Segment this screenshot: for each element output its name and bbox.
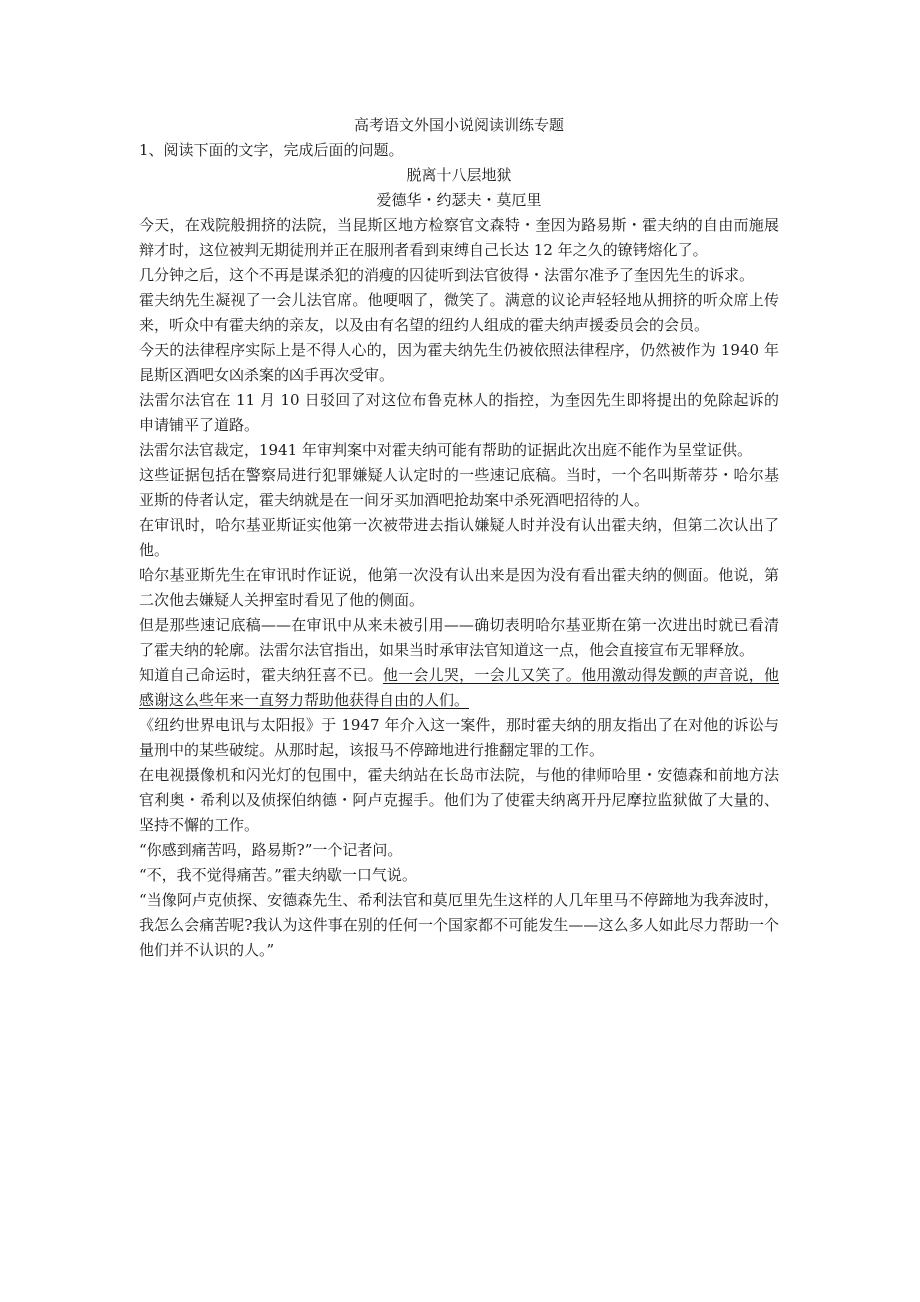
instruction-line: 1、阅读下面的文字，完成后面的问题。 [139,141,404,159]
paragraph: 几分钟之后，这个不再是谋杀犯的消瘦的囚徒听到法官彼得・法雷尔准予了奎因先生的诉求。 [139,266,755,284]
paragraph: 今天，在戏院般拥挤的法院，当昆斯区地方检察官文森特・奎因为路易斯・霍夫纳的自由而施展辩才时，这位被判无期徒刑并正在服刑者看到束缚自己长达 12 年之久的镣铐熔化了。 [139,216,779,259]
story-author: 爱德华・约瑟夫・莫厄里 [376,191,542,209]
paragraph: 法雷尔法官在 11 月 10 日驳回了对这位布鲁克林人的指控，为奎因先生即将提出的免除起诉的申请铺平了道路。 [139,391,779,434]
paragraph: 今天的法律程序实际上是不得人心的，因为霍夫纳先生仍被依照法律程序，仍然被作为 1940 年昆斯区酒吧女凶杀案的凶手再次受审。 [139,341,779,384]
paragraph: 但是那些速记底稿——在审讯中从来未被引用——确切表明哈尔基亚斯在第一次进出时就已看清了霍夫纳的轮廓。法雷尔法官指出，如果当时承审法官知道这一点，他会直接宣布无罪释放。 [139,616,779,659]
paragraph: 在审讯时，哈尔基亚斯证实他第一次被带进去指认嫌疑人时并没有认出霍夫纳，但第二次认出了他。 [139,516,779,559]
dialogue-line: “不，我不觉得痛苦。”霍夫纳歇一口气说。 [139,866,417,884]
underlined-sentence: 他一会儿哭，一会儿又笑了。他用激动得发颤的声音说，他感谢这么些年来一直努力帮助他获得自由的人们。 [139,666,779,709]
paragraph: 霍夫纳先生凝视了一会儿法官席。他哽咽了，微笑了。满意的议论声轻轻地从拥挤的听众席上传来，听众中有霍夫纳的亲友，以及由有名望的纽约人组成的霍夫纳声援委员会的会员。 [139,291,779,334]
paragraph-with-underline [139,663,779,713]
story-title: 脱离十八层地狱 [406,166,512,184]
paragraph-plain-text: 知道自己命运时，霍夫纳狂喜不已。 [139,666,383,684]
paragraph: 在电视摄像机和闪光灯的包围中，霍夫纳站在长岛市法院，与他的律师哈里・安德森和前地方法官利奥・希利以及侦探伯纳德・阿卢克握手。他们为了使霍夫纳离开丹尼摩拉监狱做了大量的、坚持不懈的工作。 [139,766,779,834]
paragraph: 哈尔基亚斯先生在审讯时作证说，他第一次没有认出来是因为没有看出霍夫纳的侧面。他说，第二次他去嫌疑人关押室时看见了他的侧面。 [139,566,779,609]
dialogue-line: “当像阿卢克侦探、安德森先生、希利法官和莫厄里先生这样的人几年里马不停蹄地为我奔波时，我怎么会痛苦呢?我认为这件事在别的任何一个国家都不可能发生——这么多人如此尽力帮助一个他们并不认识的人。” [139,891,779,959]
dialogue-line: “你感到痛苦吗，路易斯?”一个记者问。 [139,841,403,859]
paragraph: 这些证据包括在警察局进行犯罪嫌疑人认定时的一些速记底稿。当时，一个名叫斯蒂芬・哈尔基亚斯的侍者认定，霍夫纳就是在一间牙买加酒吧抢劫案中杀死酒吧招待的人。 [139,466,779,509]
document-body [139,113,779,963]
document-heading: 高考语文外国小说阅读训练专题 [353,116,564,134]
paragraph: 法雷尔法官裁定，1941 年审判案中对霍夫纳可能有帮助的证据此次出庭不能作为呈堂证供。 [139,441,752,459]
paragraph: 《纽约世界电讯与太阳报》于 1947 年介入这一案件，那时霍夫纳的朋友指出了在对他的诉讼与量刑中的某些破绽。从那时起，该报马不停蹄地进行推翻定罪的工作。 [139,716,779,759]
